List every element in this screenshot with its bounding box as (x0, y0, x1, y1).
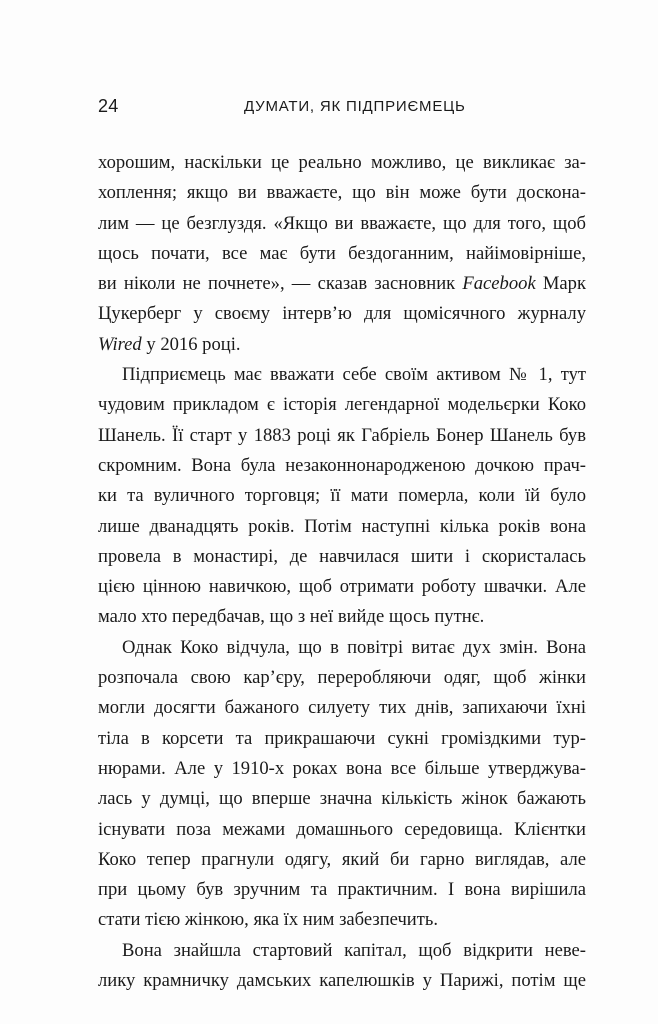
text-line: хоплення; якщо ви вважаєте, що він може бути доскона- (98, 182, 586, 204)
text-line (98, 269, 586, 299)
page-number: 24 (98, 96, 119, 116)
body-text (98, 148, 586, 996)
text-line: Однак Коко відчула, що в повітрі витає дух змін. Вона (122, 636, 586, 658)
text-line: скромним. Вона була незаконнонародженою дочкою прач- (98, 454, 586, 476)
wired-italic: Wired (98, 333, 142, 355)
text-line: Коко тепер прагнули одягу, який би гарно виглядав, але (98, 848, 586, 870)
text-line: щось почати, все має бути бездоганним, найімовірніше, (98, 242, 586, 264)
text-line: ки та вуличного торговця; її мати померла, коли їй було (98, 485, 586, 507)
text-line: цією цінною навичкою, щоб отримати роботу швачки. Але (98, 576, 586, 598)
text-line: лась у думці, що вперше значна кількість жінок бажають (98, 788, 586, 810)
text-line: Шанель. Її старт у 1883 році як Габріель Бонер Шанель був (98, 424, 586, 446)
text-segment: Марк (535, 273, 587, 295)
text-line (98, 330, 586, 360)
text-segment: у 2016 році. (141, 333, 241, 355)
text-line: могли досягти бажаного силуету тих днів, запихаючи їхні (98, 697, 586, 719)
text-line: лише дванадцять років. Потім наступні кілька років вона (98, 515, 586, 537)
text-line: чудовим прикладом є історія легендарної модельєрки Коко (98, 394, 586, 416)
text-line: розпочала свою кар’єру, переробляючи одяг, щоб жінки (98, 667, 586, 689)
text-line: Підприємець має вважати себе своїм активом № 1, тут (122, 364, 586, 386)
text-line: Цукерберг у своєму інтерв’ю для щомісячного журналу (98, 303, 586, 325)
text-line: Вона знайшла стартовий капітал, щоб відкрити неве- (122, 939, 586, 961)
running-head: ДУМАТИ, ЯК ПІДПРИЄМЕЦЬ (244, 98, 466, 115)
text-line: при цьому був зручним та практичним. І вона вирішила (98, 879, 586, 901)
text-line: нюрами. Але у 1910-х роках вона все більше утверджува- (98, 757, 586, 779)
page-header (98, 96, 588, 120)
text-line: лим — це безглуздя. «Якщо ви вважаєте, що для того, щоб (98, 212, 586, 234)
text-line: лику крамничку дамських капелюшків у Парижі, потім ще (98, 970, 586, 992)
text-line: провела в монастирі, де навчилася шити і скористалась (98, 545, 586, 567)
facebook-italic: Facebook (462, 273, 536, 295)
text-segment: ви ніколи не почнете», — сказав засновник (98, 273, 463, 295)
text-line: тіла в корсети та прикрашаючи сукні громіздкими тур- (98, 727, 586, 749)
text-line: хорошим, наскільки це реально можливо, це викликає за- (98, 152, 586, 173)
text-line: стати тією жінкою, яка їх ним забезпечить. (98, 909, 439, 931)
text-line: існувати поза межами домашнього середовища. Клієнтки (98, 818, 586, 840)
text-line: мало хто передбачав, що з неї вийде щось путнє. (98, 606, 485, 628)
